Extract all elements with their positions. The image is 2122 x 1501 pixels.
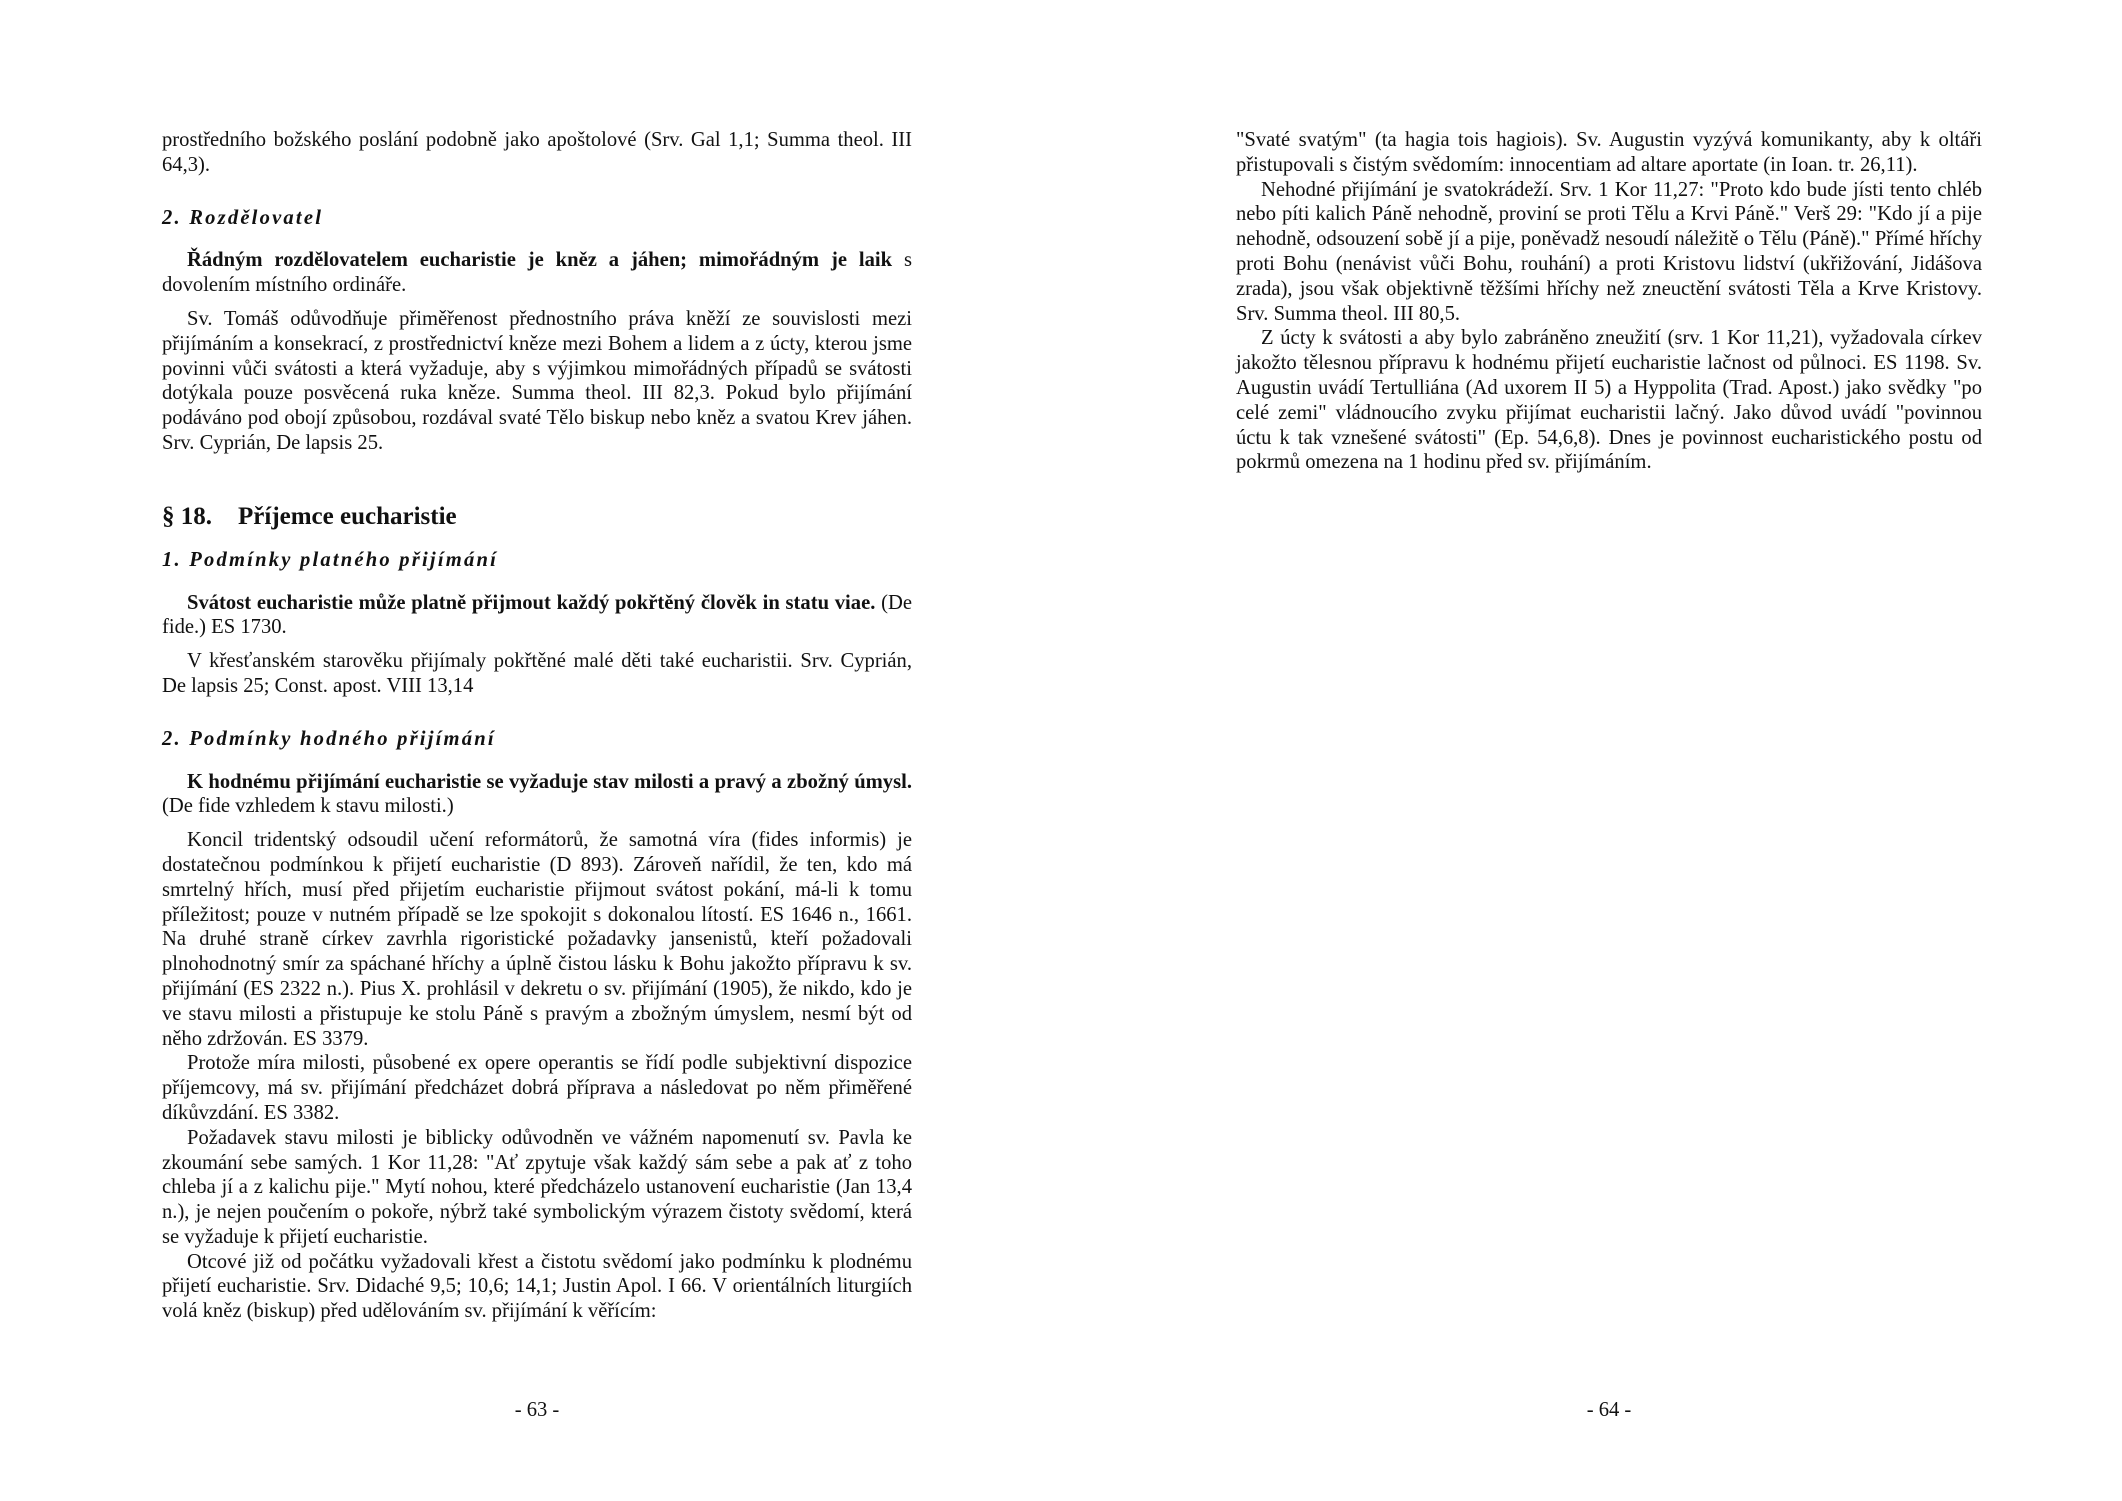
thesis-rest: (De fide vzhledem k stavu milosti.) [162,795,454,818]
paragraph-rozdelovatel-body: Sv. Tomáš odůvodňuje přiměřenost přednostního práva kněží ze souvislosti mezi přijímáním a konsekrací, z prostřednictví kněze mezi Bohem a lidem a z úcty, kterou jsme povinni vůči svátosti a která vyžaduje, aby s výjimkou mimořádných případů se svátosti dotýkala pouze posvěcená ruka kněze. Summa theol. III 82,3. Pokud bylo přijímání podáváno pod obojí způsobou, rozdával svaté Tělo biskup nebo kněz a svatou Krev jáhen. Srv. Cyprián, De lapsis 25. [162,307,912,454]
thesis-bold: K hodnému přijímání eucharistie se vyžaduje stav milosti a pravý a zbožný úmysl. [187,770,912,793]
right-page [1236,0,1982,1501]
section-title: Příjemce eucharistie [238,502,457,530]
paragraph-hodne-1: Koncil tridentský odsoudil učení reformátorů, že samotná víra (fides informis) je dostatečnou podmínkou k přijetí eucharistie (D 893). Zároveň nařídil, že ten, kdo má smrtelný hřích, musí před přijetím eucharistie přijmout svátost pokání, má-li k tomu příležitost; pouze v nutném případě se lze spokojit s dokonalou lítostí. ES 1646 n., 1661. Na druhé straně církev zavrhla rigoristické požadavky jansenistů, kteří požadovali plnohodnotný smír za spáchané hříchy a úplně čistou lásku k Bohu jakožto přípravu k sv. přijímání (ES 2322 n.). Pius X. prohlásil v dekretu o sv. přijímání (1905), že nikdo, kdo je ve stavu milosti a přistupuje ke stolu Páně s pravým a zbožným úmyslem, nesmí být od něho zdržován. ES 3379. [162,829,912,1050]
right-page-content [1236,128,1982,475]
thesis-platne-prijimani [162,591,912,641]
paragraph-hodne-3: Požadavek stavu milosti je biblicky odůvodněn ve vážném napomenutí sv. Pavla ke zkoumání sebe samých. 1 Kor 11,28: "Ať zpytuje však každý sám sebe a pak ať z toho chleba jí a z kalichu pije." Mytí nohou, které předcházelo ustanovení eucharistie (Jan 13,4 n.), je nejen poučením o pokoře, nýbrž také symbolickým výrazem čistoty svědomí, která se vyžaduje k přijetí eucharistie. [162,1126,912,1248]
paragraph-platne-body: V křesťanském starověku přijímaly pokřtěné malé děti také eucharistii. Srv. Cyprián, De lapsis 25; Const. apost. VIII 13,14 [162,650,912,697]
thesis-rest: s dovolením místního ordináře. [162,249,913,297]
paragraph-intro: prostředního božského poslání podobně jako apoštolové (Srv. Gal 1,1; Summa theol. III 64,3). [162,129,912,176]
paragraph-hodne-4: Otcové již od počátku vyžadovali křest a čistotu svědomí jako podmínku k plodnému přijetí eucharistie. Srv. Didaché 9,5; 10,6; 14,1; Justin Apol. I 66. V orientálních liturgiích volá kněz (biskup) před udělováním sv. přijímání k věřícím: [162,1250,912,1323]
paragraph-right-2: Nehodné přijímání je svatokrádeží. Srv. 1 Kor 11,27: "Proto kdo bude jísti tento chléb nebo píti kalich Páně nehodně, proviní se proti Tělu a Krvi Páně." Verš 29: "Kdo jí a pije nehodně, odsouzení sobě jí a pije, poněvadž nesoudí náležitě o Tělu (Páně)." Přímé hříchy proti Bohu (nenávist vůči Bohu, rouhání) a proti Kristovu lidství (ukřižování, Jidášova zrada), jsou však objektivně těžšími hříchy než zneuctění svátosti Těla a Krve Kristovy. Srv. Summa theol. III 80,5. [1236,178,1982,325]
paragraph-right-3: Z úcty k svátosti a aby bylo zabráněno zneužití (srv. 1 Kor 11,21), vyžadovala církev jakožto tělesnou přípravu k hodnému přijetí eucharistie lačnost od půlnoci. ES 1198. Sv. Augustin uvádí Tertulliána (Ad uxorem II 5) a Hyppolita (Trad. Apost.) jako svědky "po celé zemi" vládnoucího zvyku přijímat eucharistii lačný. Jako důvod uvádí "povinnou úctu k tak vznešené svátosti" (Ep. 54,6,8). Dnes je povinnost eucharistického postu od pokrmů omezena na 1 hodinu před sv. přijímáním. [1236,327,1982,474]
thesis-bold: Svátost eucharistie může platně přijmout každý pokřtěný člověk in statu viae. [187,591,876,614]
thesis-rest: (De fide.) ES 1730. [162,591,912,639]
paragraph-right-1: "Svaté svatým" (ta hagia tois hagiois). Sv. Augustin vyzývá komunikanty, aby k oltáři přistupovali s čistým svědomím: innocentiam ad altare aportate (in Ioan. tr. 26,11). [1236,129,1982,176]
section-heading [162,502,912,548]
page-number-left: - 63 - [514,1399,560,1421]
thesis-bold: Řádným rozdělovatelem eucharistie je kněz a jáhen; mimořádným je laik [187,249,893,272]
section-number: § 18. [162,502,212,530]
subheading-hodne-prijimani: 2. Podmínky hodného přijímání [162,727,496,750]
paragraph-hodne-2: Protože míra milosti, působené ex opere operantis se řídí podle subjektivní dispozice příjemcovy, má sv. přijímání předcházet dobrá příprava a následovat po něm přiměřené díkůvzdání. ES 3382. [162,1052,912,1124]
thesis-rozdelovatel [162,248,912,298]
left-page [162,0,912,1501]
left-page-content [162,128,912,1324]
subheading-rozdelovatel: 2. Rozdělovatel [162,206,324,229]
subheading-platne-prijimani: 1. Podmínky platného přijímání [162,548,499,571]
page-number-right: - 64 - [1586,1399,1632,1421]
thesis-hodne-prijimani [162,770,912,820]
